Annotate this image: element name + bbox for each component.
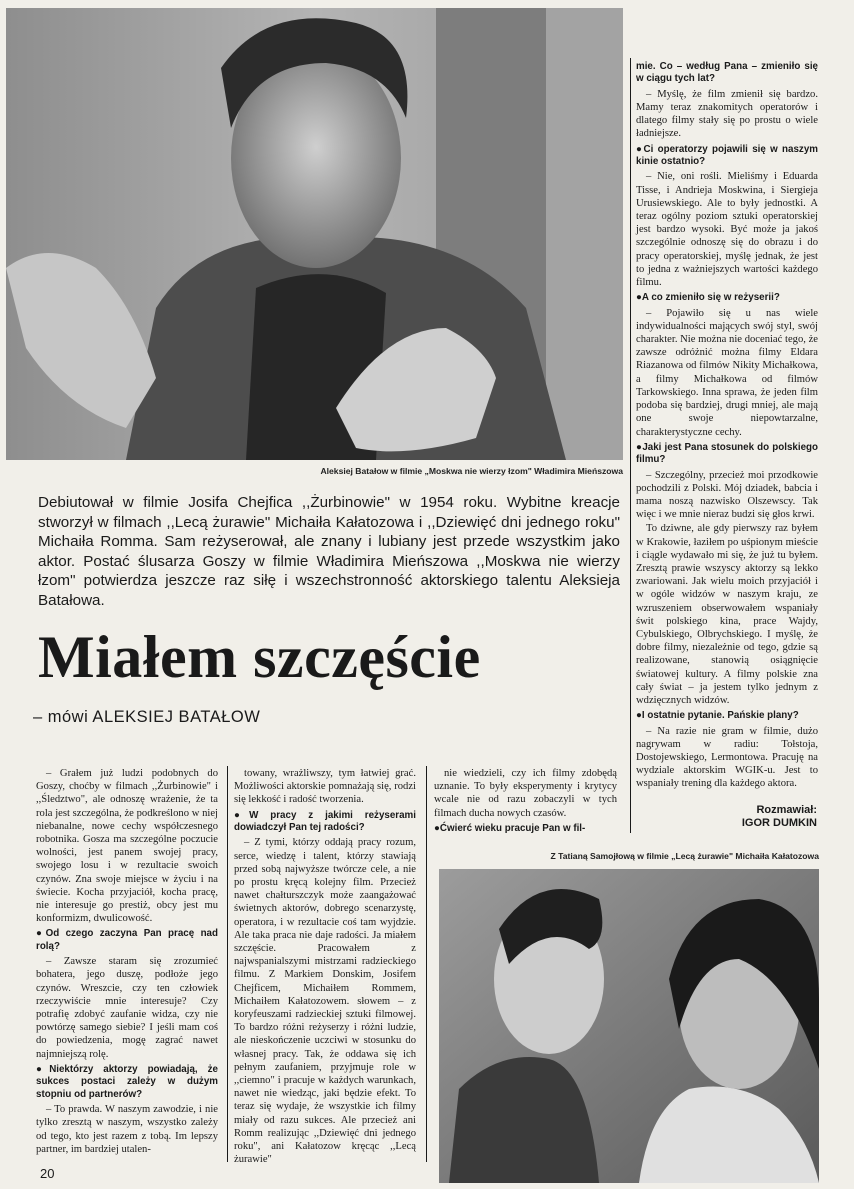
signature-label: Rozmawiał: (756, 804, 817, 816)
article-column-4 (636, 58, 818, 792)
page-number: 20 (40, 1166, 55, 1181)
interview-answer: To dziwne, ale gdy pierwszy raz byłem w Krakowie, łaziłem po uśpionym mieście i ciągle wydawało mi się, że już tu byłem. Zresztą prawie wszyscy aktorzy są lekko zwariowani. Jak wielu moich przyjaciół i w ogóle widzów w naszym kraju, ze wzruszeniem obserwowałem wspaniały świt polskiego kina, prace Wajdy, Cybulskiego, Olbrychskiego. I myślę, że dobre filmy, niezależnie od tego, gdzie są realizowane, stanowią osiągnięcie światowej kultury. A filmy polskie zna cały świat – ja jestem tylko jednym z wdzięcznych widzów. (636, 523, 818, 706)
article-column-1 (36, 767, 218, 1157)
interview-question: ● Niektórzy aktorzy powiadają, że sukces postaci zależy w dużym stopniu od partnerów? (36, 1064, 218, 1101)
interview-question: mie. Co – według Pana – zmieniło się w ciągu tych lat? (636, 61, 818, 85)
interview-answer: towany, wrażliwszy, tym łatwiej grać. Możliwości aktorskie pomnażają się, rodzi się lekkość i radość tworzenia. (234, 768, 416, 806)
interview-question: ● W pracy z jakimi reżyserami dowiadczył Pan tej radości? (234, 810, 416, 835)
bottom-photo-caption: Z Tatianą Samojłową w filmie „Lecą żurawie" Michaiła Kałatozowa (550, 851, 819, 861)
lead-paragraph: Debiutował w filmie Josifa Chejfica ,,Żurbinowie" w 1954 roku. Wybitne kreacje stworzył w filmach ,,Lecą żurawie" Michaiła Kałatozowa i ,,Dziewięć dni jednego roku" Michaiła Romma. Sam reżyserował, ale znany i lubiany jest przede wszystkim jako aktor. Postać ślusarza Goszy w filmie Władimira Mieńszowa ,,Moskwa nie wierzy łzom" potwierdza jeszcze raz siłę i wszechstronność aktorskiego talentu Aleksieja Batałowa. (38, 494, 620, 609)
interview-question: ● A co zmieniło się w reżyserii? (636, 292, 818, 304)
interview-answer: – Pojawiło się u nas wiele indywidualności mających swój styl, swój charakter. Nie można nie doceniać tego, że zawsze odróżnić można filmy Eldara Riazanowa od filmów Nikity Michałkowa, a filmy Michałkowa od filmów Tarkowskiego. Inna sprawa, że jeden film podoba się bardziej, drugi mniej, ale mają one swoje niepowtarzalne, charakterystyczne cechy. (636, 307, 818, 438)
column-divider (630, 58, 631, 833)
signature-name: IGOR DUMKIN (741, 817, 817, 829)
interview-answer: – Nie, oni rośli. Mieliśmy i Eduarda Tisse, i Andrieja Moskwina, i Siergieja Urusiewskiego. Ale to były jednostki. A teraz ogólny poziom sztuki operatorskiej jest bardzo wysoki. Być może ja jakoś szczególnie odnoszę się do obrazu i do pracy operatorskiej, myślę jednak, że jest to jedna z ważniejszych wartości każdego filmu. (636, 171, 818, 289)
interview-answer: – Myślę, że film zmienił się bardzo. Mamy teraz znakomitych operatorów i dlatego filmy stały się po prostu o wiele ładniejsze. (636, 88, 818, 140)
interview-question: ● Ci operatorzy pojawili się w naszym kinie ostatnio? (636, 144, 818, 169)
article-column-2 (234, 767, 416, 1168)
top-photo-image (6, 8, 623, 460)
headline: Miałem szczęście (38, 624, 481, 690)
interview-answer: – Zawsze staram się zrozumieć bohatera, jego duszę, podłoże jego czynów. Wreszcie, czy ten człowiek rzeczywiście mnie interesuje? Czy potrafię zdobyć zaufanie widza, czy nie powtórzę samego siebie? I jeśli mam coś do powiedzenia, mogę zagrać nawet najmniejszą rolę. (36, 956, 218, 1060)
interview-answer: nie wiedzieli, czy ich filmy zdobędą uznanie. To były eksperymenty i krytycy wcale nie od razu zobaczyli w tych filmach ducha nowych czasów. (434, 768, 617, 819)
interview-question: ● Ćwierć wieku pracuje Pan w fil- (434, 823, 617, 835)
column-divider (426, 766, 427, 1162)
top-photo (6, 8, 623, 460)
subheadline: – mówi ALEKSIEJ BATAŁOW (33, 708, 261, 726)
interview-answer: – Grałem już ludzi podobnych do Goszy, choćby w filmach ,,Żurbinowie" i ,,Śledztwo", ale odnoszę wrażenie, że ta rola jest szczególna, że podkreślono w niej niebanalne, nowe cechy współczesnego robotnika. Gosza ma szczególne poczucie wolności, jest panem swojej pracy, swojego losu i w rezultacie swoich czynów. Zna swoje miejsce w życiu i na świecie. Kocha przyjaciół, kocha pracę, nie interesuje go prestiż, obcy jest mu konformizm, dwulicowość. (36, 768, 218, 925)
bottom-photo-image (439, 869, 819, 1183)
interview-answer: – Szczególny, przecież moi przodkowie pochodzili z Polski. Mój dziadek, babcia i mama noszą nazwisko Olszewscy. Tak więc i we mnie nieraz budzi się głos krwi. (636, 469, 818, 521)
interview-answer: – Na razie nie gram w filmie, dużo nagrywam w radiu: Tołstoja, Dostojewskiego, Lermontowa. Pracuję na wydziale aktorskim WGIK-u. Jest to wspaniały trening dla każdego aktora. (636, 725, 818, 790)
interview-answer: – Z tymi, którzy oddają pracy rozum, serce, wiedzę i talent, którzy stawiają przed sobą najwyższe twórcze cele, a nie po prostu kręcą kolejny film. Przecież nawet chałturszczyk może zaangażować świetnych aktorów, dobrego scenarzystę, operatora, i w rezultacie coś tam wyjdzie. Ale taka praca nie daje radości. Ja miałem szczęście. Pracowałem z najwspanialszymi mistrzami radzieckiego filmu. Z Markiem Donskim, Josifem Chejficem, Michaiłem Rommem, Michaiłem Kałatozowem. słowem – z koryfeuszami radzieckiej sztuki filmowej. To bardzo różni reżyserzy i różni ludzie, ale nieskończenie uczciwi w stosunku do własnej pracy. Tak, że oddawa się ich pełnym zaufaniem, przyjmuje role w ,,ciemno" i pracuje w każdych warunkach, nawet nie wiedząc, jaki będzie efekt. To teraz się wydaje, że wszystkie ich filmy miały od razu sukces. Ale przecież ani Romm realizując ,,Dziewięć dni jednego roku", ani Kałatozow kręcąc ,,Lecą żurawie" (234, 837, 416, 1166)
column-divider (227, 766, 228, 1162)
interview-answer: – To prawda. W naszym zawodzie, i nie tylko zresztą w naszym, wszystko zależy od tego, kto jest razem z tobą. Im lepszy partner, im bardziej utalen- (36, 1104, 218, 1155)
interview-question: ● Jaki jest Pana stosunek do polskiego filmu? (636, 442, 818, 467)
bottom-photo (439, 869, 819, 1183)
interview-question: ● I ostatnie pytanie. Pańskie plany? (636, 710, 818, 722)
top-photo-caption: Aleksiej Batałow w filmie „Moskwa nie wierzy łzom" Władimira Mieńszowa (320, 466, 623, 476)
signature (636, 804, 817, 830)
interview-question: ● Od czego zaczyna Pan pracę nad rolą? (36, 928, 218, 953)
article-column-3 (434, 767, 617, 837)
